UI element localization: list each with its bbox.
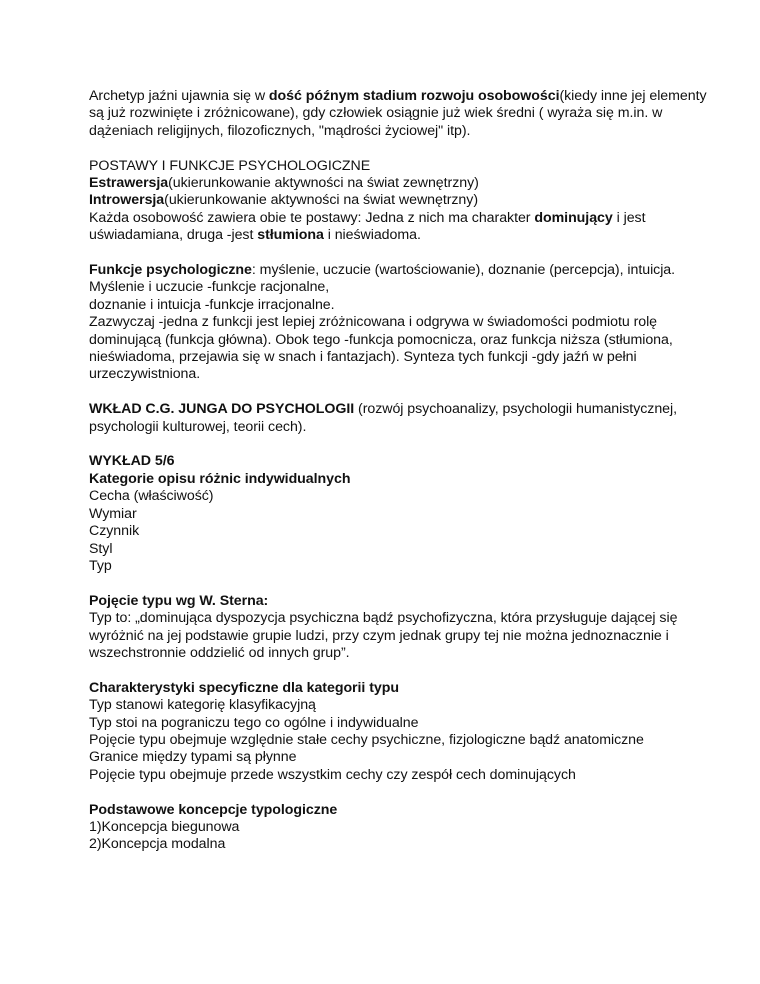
- funkcje-irracjonalne: doznanie i intuicja -funkcje irracjonalne.: [89, 296, 335, 313]
- funkcje-zazwyczaj: Zazwyczaj -jedna z funkcji jest lepiej zróżnicowana i odgrywa w świadomości podmiotu rolę dominującą (funkcja główna). Obok tego -funkcja pomocnicza, oraz funkcja niższa (stłumiona, nieświadoma, przejawia się w snach i fantazjach). Synteza tych funkcji -gdy jaźń w pełni urzeczywistniona.: [89, 314, 673, 383]
- charakterystyki-heading: [89, 680, 709, 697]
- postawy-heading: POSTAWY I FUNKCJE PSYCHOLOGICZNE: [89, 157, 371, 174]
- intro-paragraph: [89, 88, 709, 140]
- intro-text-2: (kiedy inne jej elementy są już rozwinięte i zróżnicowane), gdy człowiek osiągnie już wiek średni ( wyraża się m.in. w dążeniach religijnych, filozoficznych, "mądrości życiowej" itp).: [89, 88, 707, 139]
- kazda-text-3: i nieświadoma.: [323, 227, 421, 244]
- pojecie-text: Typ to: „dominująca dyspozycja psychiczna bądź psychofizyczna, która przysługuje dającej się wyróżnić na jej podstawie grupie ludzi, przy czym jednak grupy tej nie można jednoznacznie i wszechstronnie oddzielić od innych grup”.: [89, 610, 678, 661]
- list-item: Granice między typami są płynne: [89, 749, 297, 766]
- pojecie-heading-text: Pojęcie typu wg W. Sterna:: [89, 592, 269, 609]
- intro-bold: dość późnym stadium rozwoju osobowości: [268, 88, 560, 104]
- koncepcje-heading-text: Podstawowe koncepcje typologiczne: [89, 801, 338, 818]
- kazda-bold-2: stłumiona: [257, 227, 324, 244]
- pojecie-heading: [89, 593, 709, 610]
- list-item: Cecha (właściwość): [89, 488, 214, 505]
- kazda-bold-1: dominujący: [534, 209, 613, 226]
- wklad-desc: (rozwój psychoanalizy, psychologii humanistycznej, psychologii kulturowej, teorii cech).: [89, 401, 677, 435]
- list-item: 1)Koncepcja biegunowa: [89, 818, 240, 835]
- wyklad-heading-text: WYKŁAD 5/6: [89, 453, 175, 470]
- kazda-text-1: Każda osobowość zawiera obie te postawy: Jedna z nich ma charakter: [89, 209, 535, 226]
- funkcje-term: Funkcje psychologiczne: [89, 262, 252, 279]
- list-item: Typ: [89, 557, 112, 574]
- document-page: [89, 88, 709, 854]
- wklad-heading: WKŁAD C.G. JUNGA DO PSYCHOLOGII: [89, 401, 355, 418]
- list-item: Typ stanowi kategorię klasyfikacyjną: [89, 697, 316, 714]
- kazda-text-2: i jest uświadamiana, druga -jest: [89, 209, 646, 244]
- estrawersja-desc: (ukierunkowanie aktywności na świat zewnętrzny): [168, 175, 479, 192]
- kategorie-heading: [89, 471, 709, 488]
- intro-text-1: Archetyp jaźni ujawnia się w: [89, 88, 269, 104]
- list-item: Wymiar: [89, 505, 137, 522]
- list-item: Pojęcie typu obejmuje względnie stałe cechy psychiczne, fizjologiczne bądź anatomiczne: [89, 731, 644, 748]
- funkcje-paragraph: [89, 262, 709, 279]
- wklad-paragraph: [89, 401, 709, 436]
- list-item: Czynnik: [89, 523, 140, 540]
- kazda-osobowosc-paragraph: [89, 210, 709, 245]
- list-item: Pojęcie typu obejmuje przede wszystkim cechy czy zespół cech dominujących: [89, 766, 576, 783]
- estrawersja-line: [89, 175, 709, 192]
- estrawersja-term: Estrawersja: [89, 175, 169, 192]
- wyklad-heading: [89, 453, 709, 470]
- koncepcje-heading: [89, 802, 709, 819]
- charakterystyki-heading-text: Charakterystyki specyficzne dla kategorii typu: [89, 679, 399, 696]
- introwersja-desc: (ukierunkowanie aktywności na świat wewnętrzny): [164, 192, 478, 209]
- funkcje-racjonalne: Myślenie i uczucie -funkcje racjonalne,: [89, 279, 330, 296]
- introwersja-term: Introwersja: [89, 192, 165, 209]
- kategorie-heading-text: Kategorie opisu różnic indywidualnych: [89, 470, 351, 487]
- list-item: 2)Koncepcja modalna: [89, 836, 226, 853]
- list-item: Styl: [89, 540, 113, 557]
- funkcje-desc: : myślenie, uczucie (wartościowanie), doznanie (percepcja), intuicja.: [251, 262, 676, 279]
- introwersja-line: [89, 192, 709, 209]
- list-item: Typ stoi na pograniczu tego co ogólne i indywidualne: [89, 714, 419, 731]
